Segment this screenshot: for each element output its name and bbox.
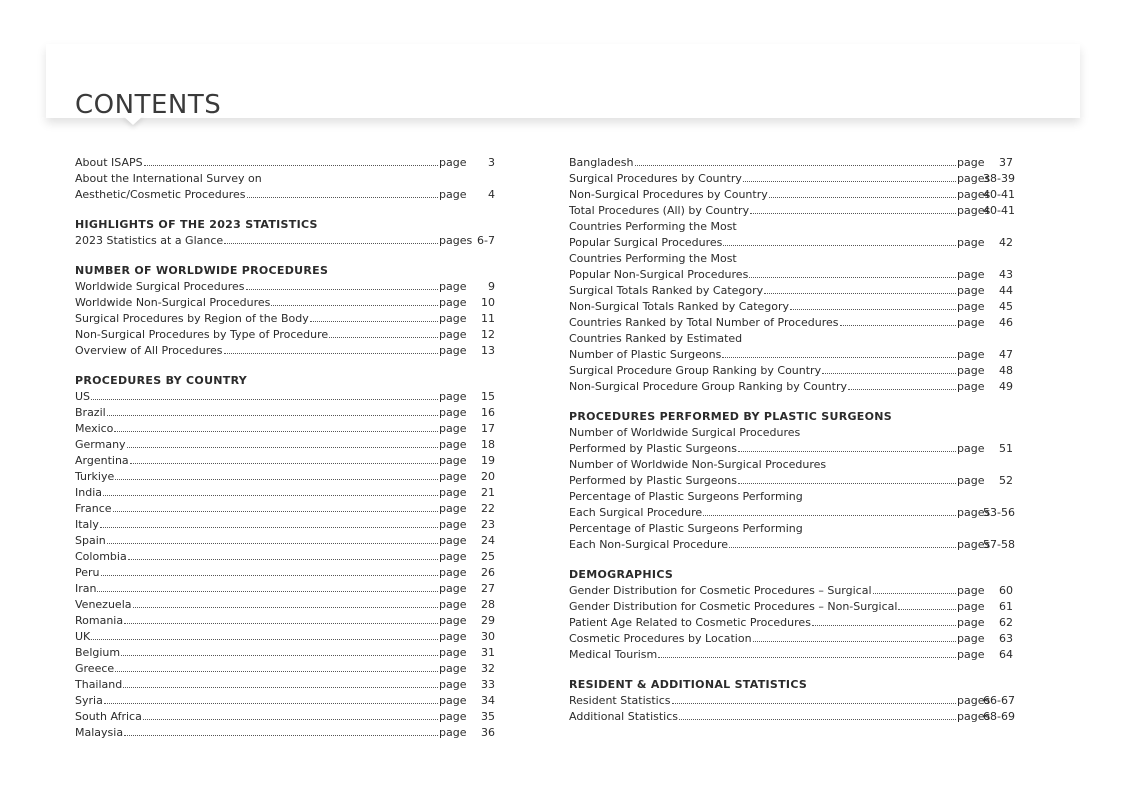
toc-entry-title: Patient Age Related to Cosmetic Procedures — [569, 616, 811, 629]
page-word: page — [439, 280, 467, 293]
dot-leader — [310, 321, 438, 322]
toc-entry[interactable] — [75, 677, 495, 693]
dot-leader — [738, 451, 956, 452]
page-word: page — [957, 156, 985, 169]
dot-leader — [114, 431, 438, 432]
page-number: 57-58 — [983, 538, 1015, 551]
page-word: page — [439, 726, 467, 739]
toc-entry[interactable] — [75, 725, 495, 741]
toc-entry-title: US — [75, 390, 91, 403]
page-word: page — [439, 614, 467, 627]
page-word: page — [439, 328, 467, 341]
toc-entry-title: Gender Distribution for Cosmetic Procedures – Surgical — [569, 584, 872, 597]
page-word: page — [439, 598, 467, 611]
page-word: page — [439, 518, 467, 531]
page-number: 21 — [481, 486, 495, 499]
page-word: pages — [957, 694, 991, 707]
dot-leader — [750, 213, 956, 214]
toc-entry-line: Percentage of Plastic Surgeons Performing — [569, 522, 803, 535]
page-word: page — [439, 344, 467, 357]
toc-entry-title: Countries Ranked by Total Number of Procedures — [569, 316, 839, 329]
toc-entry-title: Belgium — [75, 646, 121, 659]
toc-entry-title: Non-Surgical Totals Ranked by Category — [569, 300, 790, 313]
toc-entry[interactable] — [569, 267, 1013, 283]
toc-entry[interactable] — [569, 709, 1013, 725]
page-number: 49 — [999, 380, 1013, 393]
page-word: page — [439, 646, 467, 659]
toc-entry-title: Greece — [75, 662, 115, 675]
dot-leader — [812, 625, 956, 626]
page-word: page — [439, 710, 467, 723]
page-word: page — [957, 442, 985, 455]
toc-entry[interactable] — [75, 295, 495, 311]
toc-entry[interactable] — [569, 315, 1013, 331]
page-number: 9 — [488, 280, 495, 293]
toc-entry-title: Cosmetic Procedures by Location — [569, 632, 752, 645]
dot-leader — [753, 641, 956, 642]
section-heading: HIGHLIGHTS OF THE 2023 STATISTICS — [75, 218, 318, 231]
toc-entry[interactable] — [75, 279, 495, 295]
page-number: 33 — [481, 678, 495, 691]
toc-entry-title: Worldwide Surgical Procedures — [75, 280, 245, 293]
toc-entry-title: 2023 Statistics at a Glance — [75, 234, 224, 247]
toc-entry-title: Turkiye — [75, 470, 115, 483]
toc-entry-title: Resident Statistics — [569, 694, 671, 707]
page-title: CONTENTS — [75, 90, 222, 121]
page-word: page — [439, 534, 467, 547]
page-number: 68-69 — [983, 710, 1015, 723]
toc-entry-line: Countries Performing the Most — [569, 220, 737, 233]
toc-entry[interactable] — [75, 645, 495, 661]
toc-entry-title: Surgical Procedures by Region of the Body — [75, 312, 309, 325]
dot-leader — [123, 687, 438, 688]
page-word: page — [439, 694, 467, 707]
page-word: page — [957, 632, 985, 645]
toc-entry-title: Number of Plastic Surgeons — [569, 348, 722, 361]
toc-entry-title: Mexico — [75, 422, 114, 435]
toc-entry-title: Syria — [75, 694, 103, 707]
toc-entry[interactable] — [75, 661, 495, 677]
toc-entry[interactable] — [569, 537, 1013, 553]
page-number: 36 — [481, 726, 495, 739]
toc-entry-line: Countries Performing the Most — [569, 252, 737, 265]
dot-leader — [790, 309, 956, 310]
toc-entry-title: Brazil — [75, 406, 106, 419]
dot-leader — [91, 639, 438, 640]
toc-entry[interactable] — [75, 233, 495, 249]
toc-entry-title: Colombia — [75, 550, 127, 563]
page-word: page — [439, 550, 467, 563]
page-word: page — [957, 380, 985, 393]
page-number: 60 — [999, 584, 1013, 597]
page-number: 28 — [481, 598, 495, 611]
page-word: page — [439, 312, 467, 325]
page-number: 43 — [999, 268, 1013, 281]
dot-leader — [848, 389, 956, 390]
page-word: page — [439, 390, 467, 403]
dot-leader — [738, 483, 956, 484]
toc-entry-title: Iran — [75, 582, 97, 595]
toc-entry[interactable] — [75, 453, 495, 469]
toc-entry-title: Aesthetic/Cosmetic Procedures — [75, 188, 246, 201]
toc-entry-line: Number of Worldwide Surgical Procedures — [569, 426, 801, 439]
dot-leader — [247, 197, 438, 198]
toc-entry-title: Surgical Procedure Group Ranking by Country — [569, 364, 822, 377]
toc-entry[interactable] — [75, 533, 495, 549]
toc-entry-title: Popular Surgical Procedures — [569, 236, 723, 249]
dot-leader — [679, 719, 956, 720]
page-word: page — [439, 406, 467, 419]
page-word: page — [957, 300, 985, 313]
toc-entry-title: Romania — [75, 614, 124, 627]
page-number: 22 — [481, 502, 495, 515]
toc-entry[interactable] — [569, 363, 1013, 379]
page-number: 64 — [999, 648, 1013, 661]
dot-leader — [703, 515, 956, 516]
page-number: 6-7 — [477, 234, 495, 247]
toc-entry[interactable] — [569, 647, 1013, 663]
toc-entry[interactable] — [569, 599, 1013, 615]
page-number: 17 — [481, 422, 495, 435]
page-number: 15 — [481, 390, 495, 403]
page-number: 40-41 — [983, 188, 1015, 201]
section-heading: PROCEDURES BY COUNTRY — [75, 374, 248, 387]
page-word: page — [439, 296, 467, 309]
page-number: 35 — [481, 710, 495, 723]
toc-entry[interactable] — [75, 597, 495, 613]
section-heading: PROCEDURES PERFORMED BY PLASTIC SURGEONS — [569, 410, 893, 423]
dot-leader — [658, 657, 956, 658]
toc-entry[interactable] — [75, 187, 495, 203]
toc-entry-title: Performed by Plastic Surgeons — [569, 442, 737, 455]
page-word: page — [957, 584, 985, 597]
toc-entry-title: Non-Surgical Procedures by Type of Procedure — [75, 328, 329, 341]
dot-leader — [224, 353, 438, 354]
toc-entry[interactable] — [569, 631, 1013, 647]
toc-entry-title: Spain — [75, 534, 106, 547]
page-word: page — [439, 678, 467, 691]
toc-entry[interactable] — [569, 235, 1013, 251]
toc-entry[interactable] — [75, 421, 495, 437]
toc-entry-title: Peru — [75, 566, 100, 579]
dot-leader — [107, 543, 438, 544]
page-word: pages — [957, 538, 991, 551]
page-word: page — [439, 566, 467, 579]
dot-leader — [91, 399, 438, 400]
page-word: page — [439, 470, 467, 483]
page-number: 61 — [999, 600, 1013, 613]
dot-leader — [124, 735, 438, 736]
toc-entry[interactable] — [75, 405, 495, 421]
dot-leader — [729, 547, 956, 548]
section-heading: DEMOGRAPHICS — [569, 568, 674, 581]
toc-entry-title: Argentina — [75, 454, 129, 467]
toc-entry-title: France — [75, 502, 112, 515]
page-number: 42 — [999, 236, 1013, 249]
toc-entry[interactable] — [75, 485, 495, 501]
page-word: page — [439, 438, 467, 451]
page-word: pages — [957, 710, 991, 723]
dot-leader — [144, 165, 438, 166]
toc-entry[interactable] — [569, 473, 1013, 489]
page-number: 11 — [481, 312, 495, 325]
page-number: 62 — [999, 616, 1013, 629]
page-word: pages — [957, 506, 991, 519]
dot-leader — [97, 591, 438, 592]
toc-column-right — [569, 155, 1013, 725]
page-number: 13 — [481, 344, 495, 357]
page-number: 18 — [481, 438, 495, 451]
dot-leader — [127, 447, 438, 448]
toc-entry[interactable] — [569, 171, 1013, 187]
page-word: page — [439, 486, 467, 499]
section-heading: NUMBER OF WORLDWIDE PROCEDURES — [75, 264, 329, 277]
dot-leader — [121, 655, 438, 656]
page-word: page — [439, 630, 467, 643]
toc-entry-title: Surgical Procedures by Country — [569, 172, 742, 185]
page-number: 20 — [481, 470, 495, 483]
page-number: 47 — [999, 348, 1013, 361]
dot-leader — [723, 245, 956, 246]
dot-leader — [130, 463, 438, 464]
toc-entry-line: Number of Worldwide Non-Surgical Procedures — [569, 458, 827, 471]
toc-entry-title: Each Non-Surgical Procedure — [569, 538, 729, 551]
page-number: 29 — [481, 614, 495, 627]
page-word: page — [439, 454, 467, 467]
toc-entry-title: South Africa — [75, 710, 142, 723]
page-word: page — [439, 422, 467, 435]
dot-leader — [103, 495, 438, 496]
toc-entry-title: Non-Surgical Procedure Group Ranking by Country — [569, 380, 847, 393]
toc-entry[interactable] — [75, 549, 495, 565]
toc-entry[interactable] — [75, 469, 495, 485]
page-word: page — [439, 502, 467, 515]
toc-entry[interactable] — [75, 343, 495, 359]
toc-entry[interactable] — [569, 615, 1013, 631]
toc-entry-title: Worldwide Non-Surgical Procedures — [75, 296, 271, 309]
page-number: 44 — [999, 284, 1013, 297]
page-word: page — [439, 582, 467, 595]
toc-entry-title: India — [75, 486, 102, 499]
dot-leader — [672, 703, 956, 704]
dot-leader — [898, 609, 956, 610]
dot-leader — [133, 607, 439, 608]
toc-entry[interactable] — [569, 155, 1013, 171]
toc-entry-title: Performed by Plastic Surgeons — [569, 474, 737, 487]
toc-entry-title: UK — [75, 630, 91, 643]
toc-entry-line: Countries Ranked by Estimated — [569, 332, 743, 345]
toc-entry[interactable] — [75, 629, 495, 645]
page-word: pages — [957, 188, 991, 201]
page-word: page — [957, 474, 985, 487]
dot-leader — [246, 289, 439, 290]
page-number: 12 — [481, 328, 495, 341]
toc-entry[interactable] — [75, 581, 495, 597]
page-word: page — [957, 268, 985, 281]
dot-leader — [329, 337, 438, 338]
toc-entry[interactable] — [569, 187, 1013, 203]
toc-entry[interactable] — [569, 583, 1013, 599]
page-word: page — [439, 156, 467, 169]
page-number: 48 — [999, 364, 1013, 377]
page-number: 24 — [481, 534, 495, 547]
dot-leader — [113, 511, 438, 512]
toc-entry[interactable] — [569, 505, 1013, 521]
dot-leader — [100, 527, 438, 528]
toc-entry[interactable] — [75, 693, 495, 709]
dot-leader — [104, 703, 438, 704]
toc-entry-title: Malaysia — [75, 726, 124, 739]
page-number: 45 — [999, 300, 1013, 313]
toc-entry-line: About the International Survey on — [75, 172, 262, 185]
page-word: page — [439, 188, 467, 201]
page-number: 19 — [481, 454, 495, 467]
toc-entry[interactable] — [75, 327, 495, 343]
toc-entry-title: Germany — [75, 438, 126, 451]
toc-entry[interactable] — [569, 283, 1013, 299]
toc-entry[interactable] — [569, 203, 1013, 219]
page-number: 32 — [481, 662, 495, 675]
dot-leader — [271, 305, 438, 306]
page-number: 3 — [488, 156, 495, 169]
dot-leader — [115, 479, 438, 480]
page-number: 52 — [999, 474, 1013, 487]
toc-entry-title: Each Surgical Procedure — [569, 506, 703, 519]
toc-entry[interactable] — [569, 379, 1013, 395]
page-word: page — [957, 236, 985, 249]
page-number: 63 — [999, 632, 1013, 645]
toc-entry[interactable] — [75, 565, 495, 581]
toc-entry-title: Total Procedures (All) by Country — [569, 204, 750, 217]
page-number: 53-56 — [983, 506, 1015, 519]
toc-entry-title: Non-Surgical Procedures by Country — [569, 188, 768, 201]
page-number: 27 — [481, 582, 495, 595]
page-word: page — [957, 616, 985, 629]
page-word: page — [439, 662, 467, 675]
dot-leader — [769, 197, 956, 198]
toc-entry[interactable] — [569, 441, 1013, 457]
toc-entry[interactable] — [75, 709, 495, 725]
toc-entry-title: Overview of All Procedures — [75, 344, 223, 357]
toc-entry-title: Venezuela — [75, 598, 132, 611]
section-heading: RESIDENT & ADDITIONAL STATISTICS — [569, 678, 808, 691]
dot-leader — [764, 293, 956, 294]
toc-entry[interactable] — [569, 299, 1013, 315]
toc-entry[interactable] — [569, 693, 1013, 709]
page-word: page — [957, 348, 985, 361]
dot-leader — [115, 671, 438, 672]
toc-entry[interactable] — [75, 437, 495, 453]
dot-leader — [743, 181, 956, 182]
page-number: 40-41 — [983, 204, 1015, 217]
page-number: 66-67 — [983, 694, 1015, 707]
page-number: 34 — [481, 694, 495, 707]
dot-leader — [822, 373, 956, 374]
toc-entry[interactable] — [75, 389, 495, 405]
toc-entry[interactable] — [75, 155, 495, 171]
page-number: 37 — [999, 156, 1013, 169]
toc-entry-title: Bangladesh — [569, 156, 634, 169]
page-number: 4 — [488, 188, 495, 201]
dot-leader — [749, 277, 956, 278]
dot-leader — [635, 165, 957, 166]
toc-entry[interactable] — [75, 613, 495, 629]
page-number: 46 — [999, 316, 1013, 329]
page-word: pages — [957, 204, 991, 217]
toc-entry[interactable] — [75, 311, 495, 327]
dot-leader — [128, 559, 438, 560]
dot-leader — [143, 719, 438, 720]
toc-entry[interactable] — [75, 517, 495, 533]
page-word: page — [957, 284, 985, 297]
toc-entry-title: Medical Tourism — [569, 648, 658, 661]
page-number: 26 — [481, 566, 495, 579]
dot-leader — [873, 593, 956, 594]
dot-leader — [722, 357, 956, 358]
toc-entry[interactable] — [75, 501, 495, 517]
page-number: 38-39 — [983, 172, 1015, 185]
dot-leader — [124, 623, 438, 624]
toc-entry-title: Gender Distribution for Cosmetic Procedures – Non-Surgical — [569, 600, 898, 613]
dot-leader — [840, 325, 956, 326]
dot-leader — [107, 415, 438, 416]
page-word: page — [957, 364, 985, 377]
toc-entry-title: Surgical Totals Ranked by Category — [569, 284, 764, 297]
toc-column-left — [75, 155, 495, 741]
page-word: page — [957, 648, 985, 661]
toc-entry-title: Thailand — [75, 678, 123, 691]
page-word: page — [957, 600, 985, 613]
dot-leader — [101, 575, 438, 576]
page-number: 16 — [481, 406, 495, 419]
page-number: 31 — [481, 646, 495, 659]
toc-entry[interactable] — [569, 347, 1013, 363]
page-number: 51 — [999, 442, 1013, 455]
toc-entry-line: Percentage of Plastic Surgeons Performing — [569, 490, 803, 503]
page-word: page — [957, 316, 985, 329]
page-word: pages — [957, 172, 991, 185]
toc-entry-title: Additional Statistics — [569, 710, 679, 723]
toc-entry-title: Popular Non-Surgical Procedures — [569, 268, 749, 281]
page-number: 23 — [481, 518, 495, 531]
toc-entry-title: About ISAPS — [75, 156, 143, 169]
page-word: pages — [439, 234, 473, 247]
page-number: 10 — [481, 296, 495, 309]
page-number: 30 — [481, 630, 495, 643]
page-number: 25 — [481, 550, 495, 563]
toc-entry-title: Italy — [75, 518, 99, 531]
dot-leader — [224, 243, 438, 244]
